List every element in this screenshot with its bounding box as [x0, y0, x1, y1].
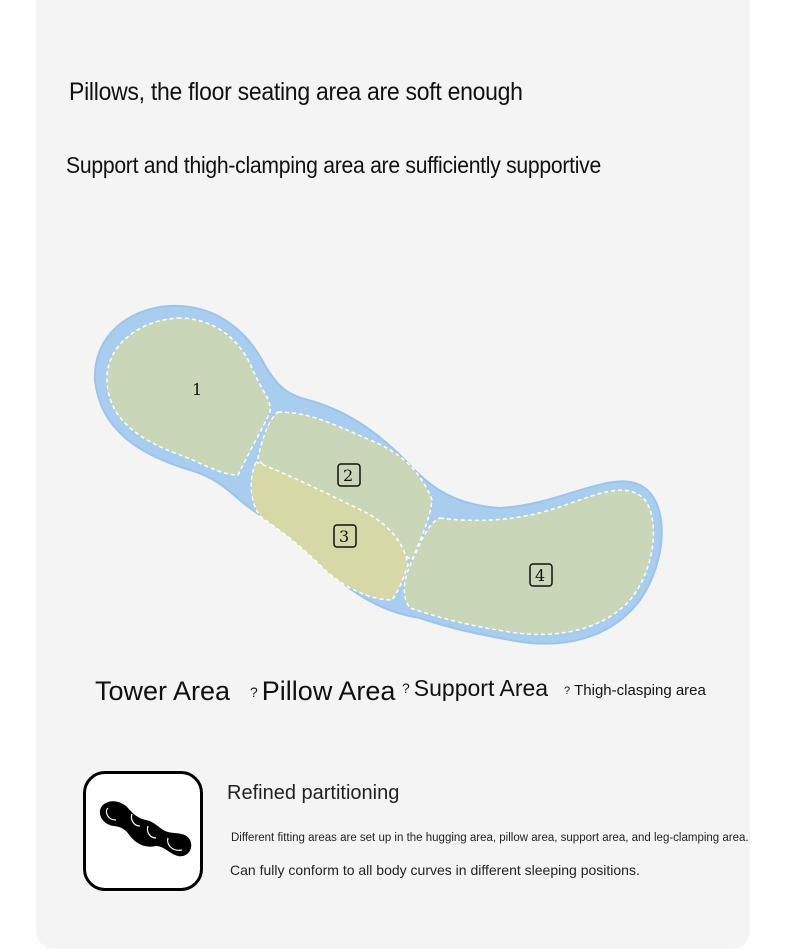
legend-tower-area	[95, 676, 230, 707]
feature-description-2: Can fully conform to all body curves in different sleeping positions.	[230, 862, 640, 878]
subheadline: Support and thigh-clamping area are sufficiently supportive	[66, 152, 601, 178]
legend-label: Pillow Area	[261, 676, 396, 706]
pillow-shape-icon-box	[83, 771, 203, 891]
legend-marker: ?	[250, 684, 258, 700]
feature-description: Different fitting areas are set up in the hugging area, pillow area, support area, and leg-clamping area.	[231, 832, 749, 844]
zone-label-3: 3	[339, 527, 350, 546]
legend-pillow-area	[250, 676, 395, 707]
headline: Pillows, the floor seating area are soft enough	[69, 78, 523, 106]
pillow-shape-icon	[86, 774, 200, 888]
legend-marker: ?	[402, 680, 410, 696]
zone-label-4: 4	[535, 566, 546, 585]
legend-thigh-area	[564, 682, 706, 699]
legend-label: Thigh-clasping area	[574, 682, 706, 699]
legend-label: Support Area	[413, 675, 549, 701]
feature-title: Refined partitioning	[227, 782, 400, 804]
legend-support-area	[402, 675, 548, 702]
legend-marker: ?	[564, 685, 571, 697]
zone-label-1: 1	[192, 380, 203, 399]
legend-label: Tower Area	[95, 676, 231, 706]
zone-label-2: 2	[343, 466, 354, 485]
